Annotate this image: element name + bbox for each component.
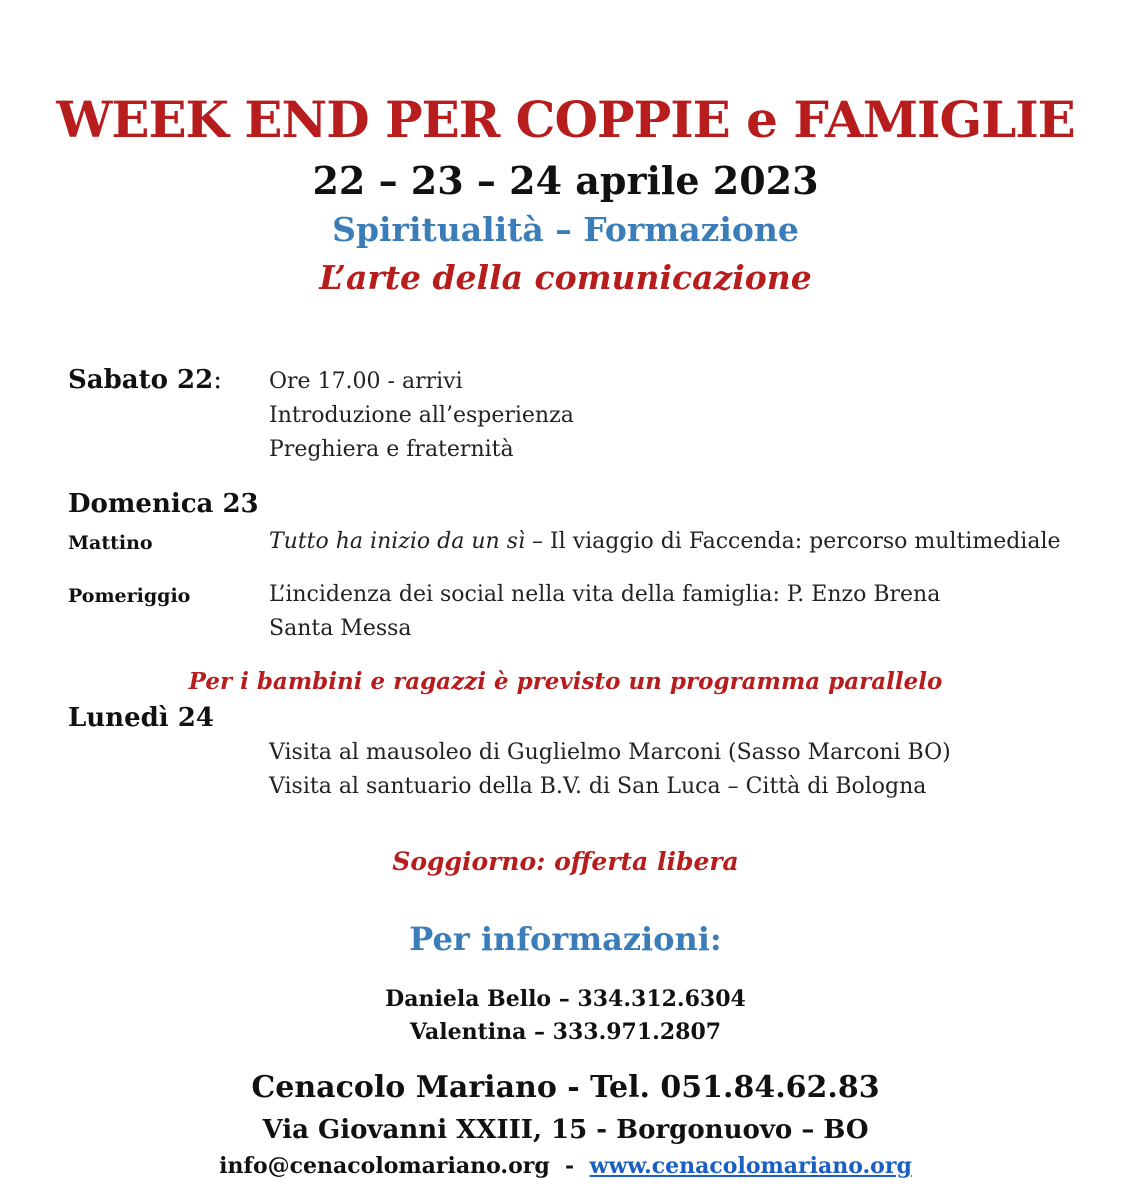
- event-theme: L’arte della comunicazione: [319, 258, 812, 297]
- sunday-heading: Domenica 23: [68, 489, 259, 519]
- sunday-morning-line: [269, 529, 1061, 554]
- saturday-colon: :: [213, 365, 222, 395]
- saturday-item: Preghiera e fraternità: [269, 437, 514, 462]
- org-name-phone: Cenacolo Mariano - Tel. 051.84.62.83: [251, 1070, 880, 1105]
- kids-note: Per i bambini e ragazzi è previsto un programma parallelo: [188, 668, 943, 695]
- org-web-line: [0, 1153, 1131, 1179]
- sunday-morning-label: Mattino: [68, 532, 153, 554]
- stay-note: Soggiorno: offerta libera: [392, 847, 739, 876]
- event-subtitle: Spiritualità – Formazione: [332, 210, 799, 249]
- sunday-afternoon-label: Pomeriggio: [68, 585, 191, 607]
- contact-line: Daniela Bello – 334.312.6304: [385, 986, 746, 1012]
- monday-heading: Lunedì 24: [68, 703, 214, 733]
- sunday-afternoon-item: Santa Messa: [269, 616, 412, 641]
- separator: -: [549, 1153, 590, 1179]
- saturday-label: Sabato 22: [68, 365, 214, 395]
- morning-description: – Il viaggio di Faccenda: percorso multimediale: [525, 529, 1061, 554]
- email-address[interactable]: info@cenacolomariano.org: [219, 1153, 550, 1179]
- morning-italic-title: Tutto ha inizio da un sì: [269, 529, 525, 554]
- monday-item: Visita al santuario della B.V. di San Luca – Città di Bologna: [269, 774, 927, 799]
- event-title: WEEK END PER COPPIE e FAMIGLIE: [56, 90, 1075, 149]
- saturday-heading: [68, 365, 222, 395]
- saturday-item: Ore 17.00 - arrivi: [269, 369, 463, 394]
- website-link[interactable]: www.cenacolomariano.org: [589, 1153, 912, 1179]
- contact-line: Valentina – 333.971.2807: [409, 1019, 722, 1045]
- org-address: Via Giovanni XXIII, 15 - Borgonuovo – BO: [262, 1115, 869, 1145]
- info-heading: Per informazioni:: [409, 920, 722, 958]
- event-dates: 22 – 23 – 24 aprile 2023: [312, 158, 819, 203]
- sunday-afternoon-item: L’incidenza dei social nella vita della famiglia: P. Enzo Brena: [269, 582, 941, 607]
- saturday-item: Introduzione all’esperienza: [269, 403, 574, 428]
- monday-item: Visita al mausoleo di Guglielmo Marconi (Sasso Marconi BO): [269, 740, 951, 765]
